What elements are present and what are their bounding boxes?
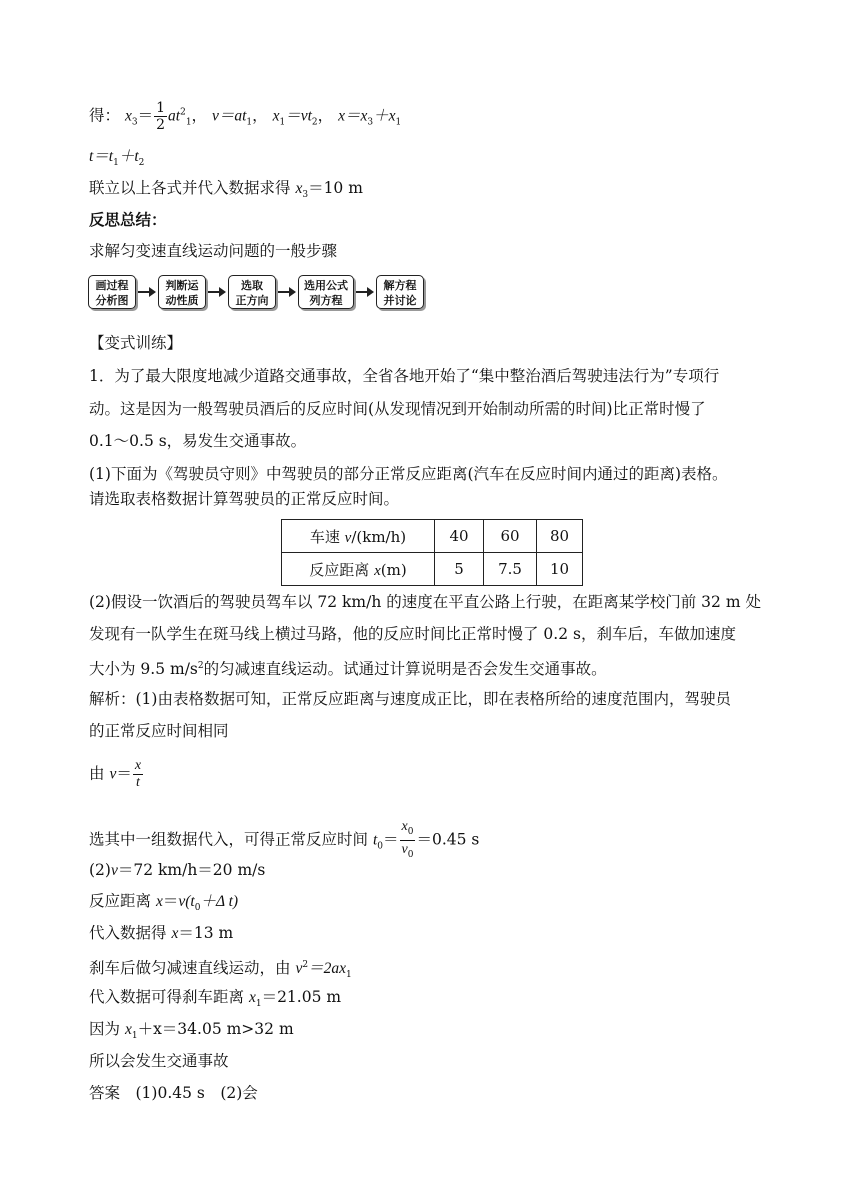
expr: ＝2ax [308,960,346,977]
result-text: 联立以上各式并代入数据求得 [89,179,296,197]
problem-text-1: 1．为了最大限度地减少道路交通事故，全省各地开始了“集中整治酒后驾驶违法行为”专项行 [89,367,720,385]
formula-reaction-distance [89,891,238,918]
subscript: 0 [407,850,414,860]
text: 反应距离 [89,892,156,910]
table-cell: 7.5 [484,553,537,586]
subscript: 3 [131,117,138,128]
equals: ＝ [162,892,179,910]
subscript: 1 [246,117,253,128]
problem-text-3: 0.1～0.5 s，易发生交通事故。 [89,432,307,450]
equals: ＝ [116,764,132,783]
superscript: 2 [180,107,186,118]
var-v: v [401,842,408,857]
subscript: 0 [407,827,414,837]
var-v: v [178,893,186,910]
flow-step-4 [298,275,354,309]
var-v: v [109,765,117,783]
flow-step-2 [158,275,206,309]
text: 选其中一组数据代入，可得正常反应时间 [89,830,373,849]
superscript: 2 [302,960,309,970]
var-x: x [155,893,163,910]
denominator [400,841,416,863]
cell-text: /(km/h) [351,527,407,546]
flow-step-text: 列方程 [309,294,343,307]
arrow-right-icon [138,287,156,297]
expr: ＋Δ t) [200,893,239,910]
formula-v-x-over-t [89,758,144,791]
table-cell: 10 [537,553,583,586]
var-v: v [110,862,118,879]
var-v: v [344,529,352,546]
text: 代入数据可得刹车距离 [89,988,249,1006]
flow-step-text: 解方程 [383,279,417,292]
text: 由 [89,764,110,783]
problem-text-2: 动。这是因为一般驾驶员酒后的反应时间(从发现情况到开始制动所需的时间)比正常时慢了 [89,400,706,418]
expr: (t [185,893,195,910]
subscript: 1 [131,1031,138,1041]
equals: ＝ [382,830,399,849]
table-cell: 60 [484,520,537,553]
var-t: t [372,831,378,849]
value: ＝21.05 m [261,988,342,1006]
var-v: v [295,960,303,977]
formula-line-1: 得： $x_3=$ $\frac{1}{2}$ $at^2_1$， $v=at_1$， $x_1=vt_2$， $x=x_3+x_1$ [89,100,402,133]
numerator [400,818,416,841]
cell-text: 反应距离 [309,560,375,579]
cell-text: (m) [380,560,407,579]
text: 因为 [89,1020,125,1038]
label-de: 得： [89,106,121,125]
table-row [282,553,583,586]
conclusion: 所以会发生交通事故 [89,1052,229,1070]
formula-braking-distance [89,987,341,1014]
arrow-right-icon [208,287,226,297]
table-header-cell [282,520,435,553]
text: (2) [89,861,111,879]
superscript: 2 [197,661,204,671]
fraction [133,758,143,791]
value: ＝13 m [178,924,234,942]
result-line [89,178,363,205]
var-t: t [175,107,181,125]
eq-v-at: v＝at [211,107,247,125]
flow-step-text: 画过程 [95,279,129,292]
flow-step-text: 判断运 [165,279,199,292]
steps-title: 求解匀变速直线运动问题的一般步骤 [89,242,338,260]
eq-plus-x: ＋x [373,107,396,125]
table-header-cell [282,553,435,586]
question-2-line-1: (2)假设一饮酒后的驾驶员驾车以 72 km/h 的速度在平直公路上行驶，在距离某学校门前 32 m 处 [89,593,761,611]
subscript: 3 [367,117,374,128]
table-cell: 40 [435,520,484,553]
flow-step-1 [88,275,136,309]
cell-text: 车速 [309,527,345,546]
subscript: 3 [302,190,309,200]
denominator: 2 [156,117,166,133]
var-x: x [295,180,303,197]
value: ＝0.45 s [416,830,480,849]
flow-step-text: 并讨论 [383,294,417,307]
subscript: 2 [138,158,145,168]
numerator: 1 [156,100,166,116]
table-cell: 5 [435,553,484,586]
formula-total-distance [89,1019,294,1046]
arrow-right-icon [278,287,296,297]
result-value: ＝10 m [308,179,363,197]
table-cell: 80 [537,520,583,553]
flow-step-text: 选用公式 [304,279,348,292]
question-1-line-2: 请选取表格数据计算驾驶员的正常反应时间。 [89,490,400,508]
eq-t: t＝t [89,148,114,165]
table-row [282,520,583,553]
formula-braking [89,955,352,985]
formula-line-2 [89,146,144,173]
subscript: 0 [377,841,383,852]
analysis-line-1: 解析：(1)由表格数据可知，正常反应距离与速度成正比，即在表格所给的速度范围内，驾驶员 [89,690,731,708]
question-text: 的匀减速直线运动。试通过计算说明是否会发生交通事故。 [203,660,607,678]
eq-vt: ＝vt [285,107,312,125]
subscript: 1 [255,999,262,1009]
var-x: x [171,925,179,942]
flow-step-3 [228,275,276,309]
section-title: 【变式训练】 [89,334,183,352]
subscript: 1 [113,158,119,168]
fraction [400,818,416,863]
flow-step-text: 选取 [241,279,263,292]
subscript: 1 [185,117,192,128]
formula-x-13 [89,923,233,944]
question-2-line-2: 发现有一队学生在斑马线上横过马路，他的反应时间比正常时慢了 0.2 s，刹车后，车做加速度 [89,625,736,643]
analysis-line-2: 的正常反应时间相同 [89,722,229,740]
flow-step-text: 正方向 [235,294,269,307]
reaction-distance-table [281,519,583,586]
value: ＋x＝34.05 m>32 m [137,1020,294,1038]
question-text: 大小为 9.5 m/s [89,660,198,678]
arrow-right-icon [356,287,374,297]
flow-step-5 [376,275,424,309]
eq-x-sum: x＝x [338,107,368,125]
fraction-half [154,100,167,133]
answer: 答案 (1)0.45 s (2)会 [89,1084,258,1102]
value: ＝72 km/h＝20 m/s [117,861,266,879]
var-x: x [124,1021,132,1038]
var-x: x [248,989,256,1006]
denominator: t [136,775,140,790]
var-x: x [401,819,408,834]
flow-step-text: 分析图 [95,294,129,307]
var-a: a [168,107,176,125]
text: 刹车后做匀减速直线运动，由 [89,959,296,977]
flow-step-text: 动性质 [165,294,199,307]
subscript: 0 [194,903,201,913]
equals: ＝ [137,106,154,125]
var-x: x [272,107,280,125]
formula-t0 [89,818,479,863]
question-2-line-3 [89,656,607,679]
reflection-title: 反思总结： [89,211,167,229]
var-x: x [124,107,132,125]
subscript: 1 [279,117,286,128]
subscript: 2 [311,117,318,128]
eq-plus-t: ＋t [118,148,139,165]
numerator: x [134,758,142,773]
var-x: x [374,562,381,579]
subscript: 1 [345,970,352,980]
formula-speed-conversion [89,860,265,881]
question-1-line-1: (1)下面为《驾驶员守则》中驾驶员的部分正常反应距离(汽车在反应时间内通过的距离)表格。 [89,465,728,483]
text: 代入数据得 [89,924,172,942]
steps-flowchart [88,275,424,309]
subscript: 1 [395,117,402,128]
